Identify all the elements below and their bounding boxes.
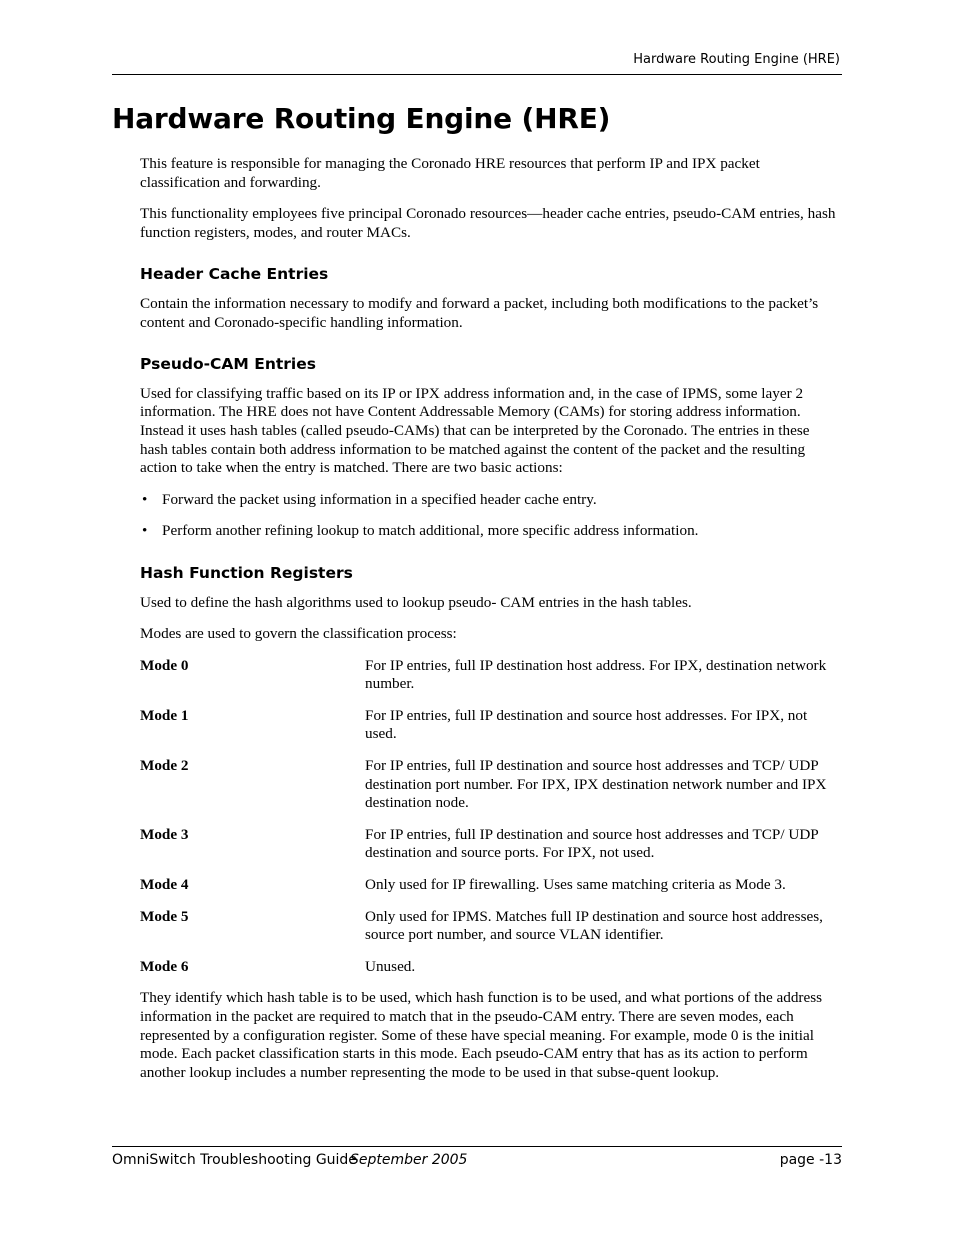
footer-divider	[112, 1146, 842, 1147]
list-item	[140, 491, 840, 510]
intro-paragraph: This feature is responsible for managing the Coronado HRE resources that perform IP and IPX packet classification and forwarding.	[140, 155, 760, 191]
mode-row	[140, 826, 840, 863]
mode-name: Mode 0	[140, 656, 189, 674]
section-heading-hash-function: Hash Function Registers	[140, 563, 353, 582]
footer-date: September 2005	[350, 1152, 468, 1168]
mode-row	[140, 707, 840, 744]
pseudo-cam-paragraph: Used for classifying traffic based on its IP or IPX address information and, in the case of IPMS, some layer 2 information. The HRE does not have Content Addressable Memory (CAMs) for storing address information. Instead it uses hash tables (called pseudo-CAMs) that can be interpreted by the Coronado. The entries in these hash tables contain both address information to be matched against the content of the packet and the resulting action to take when the entry is matched. There are two basic actions:	[140, 384, 810, 477]
mode-description: For IP entries, full IP destination host address. For IPX, destination network number.	[365, 656, 827, 693]
mode-name: Mode 2	[140, 757, 189, 775]
actions-list	[140, 491, 840, 541]
mode-row	[140, 657, 840, 694]
header-divider	[112, 74, 842, 75]
hash-function-paragraph: Used to define the hash algorithms used to lookup pseudo- CAM entries in the hash tables.	[140, 593, 692, 611]
closing-paragraph: They identify which hash table is to be used, which hash function is to be used, and what portions of the address information in the packet are required to match that in the pseudo-CAM entry. There are seven modes, each represented by a configuration register. Some of these have special meaning. For example, mode 0 is the initial mode. Each packet classification starts in this mode. Each pseudo-CAM entry that has as its action to perform another lookup includes a number representing the mode to be used in that subse-quent lookup.	[140, 989, 823, 1081]
mode-row	[140, 958, 840, 977]
footer-guide-title: OmniSwitch Troubleshooting Guide	[112, 1152, 357, 1168]
modes-intro: Modes are used to govern the classification process:	[140, 625, 457, 643]
section-heading-header-cache: Header Cache Entries	[140, 265, 329, 284]
mode-description: For IP entries, full IP destination and source host addresses and TCP/ UDP destination port number. For IPX, IPX destination network number and IPX destination node.	[365, 757, 827, 812]
page-title: Hardware Routing Engine (HRE)	[112, 102, 611, 135]
mode-description: Unused.	[365, 957, 416, 975]
mode-name: Mode 5	[140, 907, 189, 925]
mode-row	[140, 876, 840, 895]
list-item	[140, 522, 840, 541]
mode-row	[140, 908, 840, 945]
bullet-icon: •	[142, 490, 148, 508]
running-header: Hardware Routing Engine (HRE)	[633, 52, 840, 67]
mode-description: For IP entries, full IP destination and source host addresses. For IPX, not used.	[365, 706, 808, 743]
list-item-text: Perform another refining lookup to match additional, more specific address information.	[162, 522, 699, 540]
footer-page-number: page -13	[779, 1152, 842, 1168]
mode-name: Mode 6	[140, 957, 189, 975]
document-body	[140, 155, 840, 1095]
mode-name: Mode 4	[140, 876, 189, 894]
list-item-text: Forward the packet using information in a specified header cache entry.	[162, 490, 597, 508]
bullet-icon: •	[142, 522, 148, 540]
header-cache-paragraph: Contain the information necessary to modify and forward a packet, including both modifications to the packet’s content and Coronado-specific handling information.	[140, 294, 819, 331]
mode-name: Mode 1	[140, 706, 189, 724]
mode-description: Only used for IPMS. Matches full IP destination and source host addresses, source port number, and source VLAN identifier.	[365, 907, 823, 944]
intro-paragraph: This functionality employees five principal Coronado resources—header cache entries, pseudo-CAM entries, hash function registers, modes, and router MACs.	[140, 205, 836, 241]
mode-description: Only used for IP firewalling. Uses same matching criteria as Mode 3.	[365, 876, 786, 894]
section-heading-pseudo-cam: Pseudo-CAM Entries	[140, 355, 316, 374]
mode-row	[140, 757, 840, 813]
mode-description: For IP entries, full IP destination and source host addresses and TCP/ UDP destination and source ports. For IPX, not used.	[365, 825, 819, 862]
mode-name: Mode 3	[140, 825, 189, 843]
modes-table	[140, 657, 840, 977]
